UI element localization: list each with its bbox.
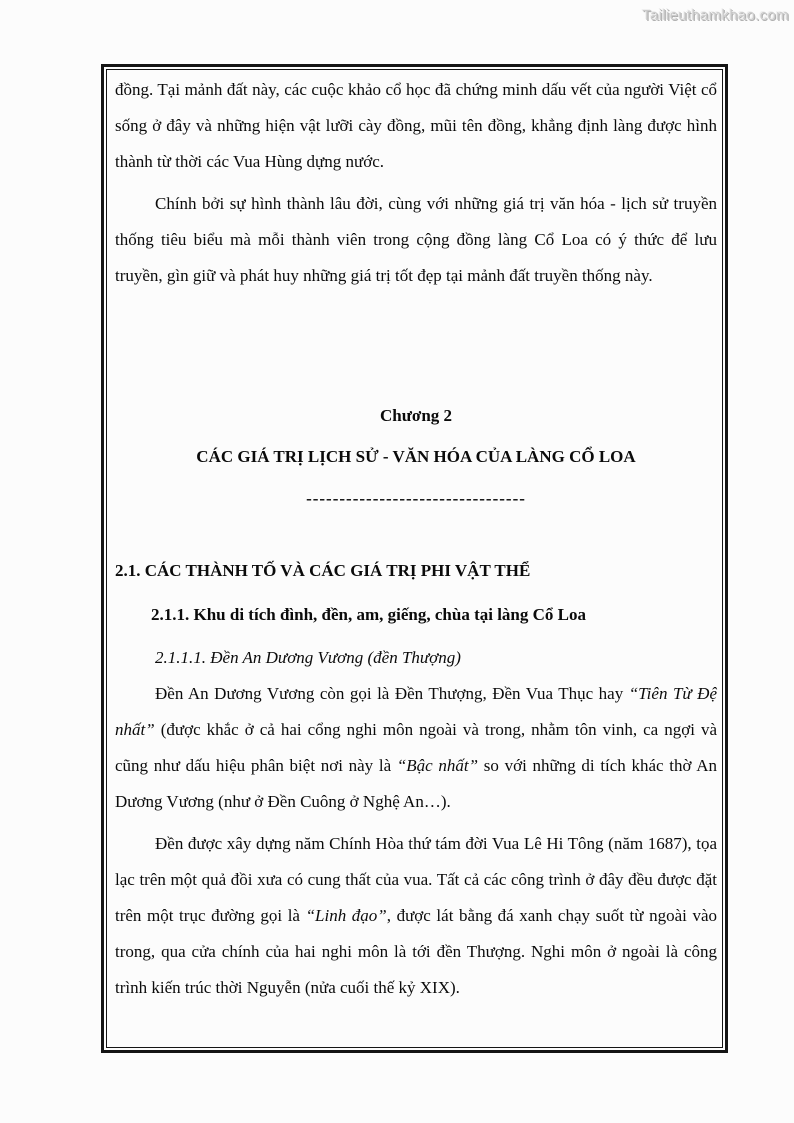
- text-run: (được khắc ở cả hai cổng nghi môn ngoài và trong, nhằm tôn vinh, ca ngợi và cũng như dấu hiệu phân biệt nơi này là: [115, 720, 717, 775]
- text-run-italic: “Tiên Từ Đệ nhất”: [115, 684, 717, 739]
- section-heading-2-1: 2.1. CÁC THÀNH TỐ VÀ CÁC GIÁ TRỊ PHI VẬT THỂ: [115, 561, 531, 580]
- paragraph-den-thuong-1: [115, 676, 717, 820]
- text-run: Đền được xây dựng năm Chính Hòa thứ tám đời Vua Lê Hi Tông (năm 1687), tọa lạc trên một quả đồi xưa có cung thất của vua. Tất cả các công trình ở đây đều được đặt trên một trục đường gọi là: [115, 834, 717, 925]
- text-run: , được lát bằng đá xanh chạy suốt từ ngoài vào trong, qua cửa chính của hai nghi môn là tới đền Thượng. Nghi môn ở ngoài là công trình kiến trúc thời Nguyễn (nửa cuối thế kỷ XIX).: [115, 906, 717, 997]
- text-run: so với những di tích khác thờ An Dương Vương (như ở Đền Cuông ở Nghệ An…).: [115, 756, 718, 811]
- text-run-italic: “Bậc nhất”: [396, 756, 479, 775]
- page-border-outer: [101, 64, 728, 1053]
- chapter-number: Chương 2: [379, 406, 453, 425]
- paragraph-intro-1: đồng. Tại mảnh đất này, các cuộc khảo cổ học đã chứng minh dấu vết của người Việt cổ sống ở đây và những hiện vật lưỡi cày đồng, mũi tên đồng, khẳng định làng được hình thành từ thời các Vua Hùng dựng nước.: [115, 80, 717, 171]
- chapter-title: CÁC GIÁ TRỊ LỊCH SỬ - VĂN HÓA CỦA LÀNG CỔ LOA: [196, 447, 636, 466]
- subsection-heading-2-1-1: 2.1.1. Khu di tích đình, đền, am, giếng, chùa tại làng Cổ Loa: [151, 605, 587, 624]
- paragraph-intro-2: Chính bởi sự hình thành lâu đời, cùng với những giá trị văn hóa - lịch sử truyền thống tiêu biểu mà mỗi thành viên trong cộng đồng làng Cổ Loa có ý thức để lưu truyền, gìn giữ và phát huy những giá trị tốt đẹp tại mảnh đất truyền thống này.: [115, 194, 717, 285]
- watermark-site-label: Tailieuthamkhao.com: [642, 7, 789, 24]
- page-border-inner: [106, 69, 723, 1048]
- text-run-italic: “Linh đạo”: [305, 906, 387, 925]
- subsubsection-heading-2-1-1-1: 2.1.1.1. Đền An Dương Vương (đền Thượng): [155, 648, 461, 667]
- chapter-divider: ---------------------------------: [306, 489, 526, 508]
- document-content: [107, 70, 722, 1006]
- paragraph-den-thuong-2: [115, 826, 717, 1006]
- text-run: Đền An Dương Vương còn gọi là Đền Thượng, Đền Vua Thục hay: [155, 684, 629, 703]
